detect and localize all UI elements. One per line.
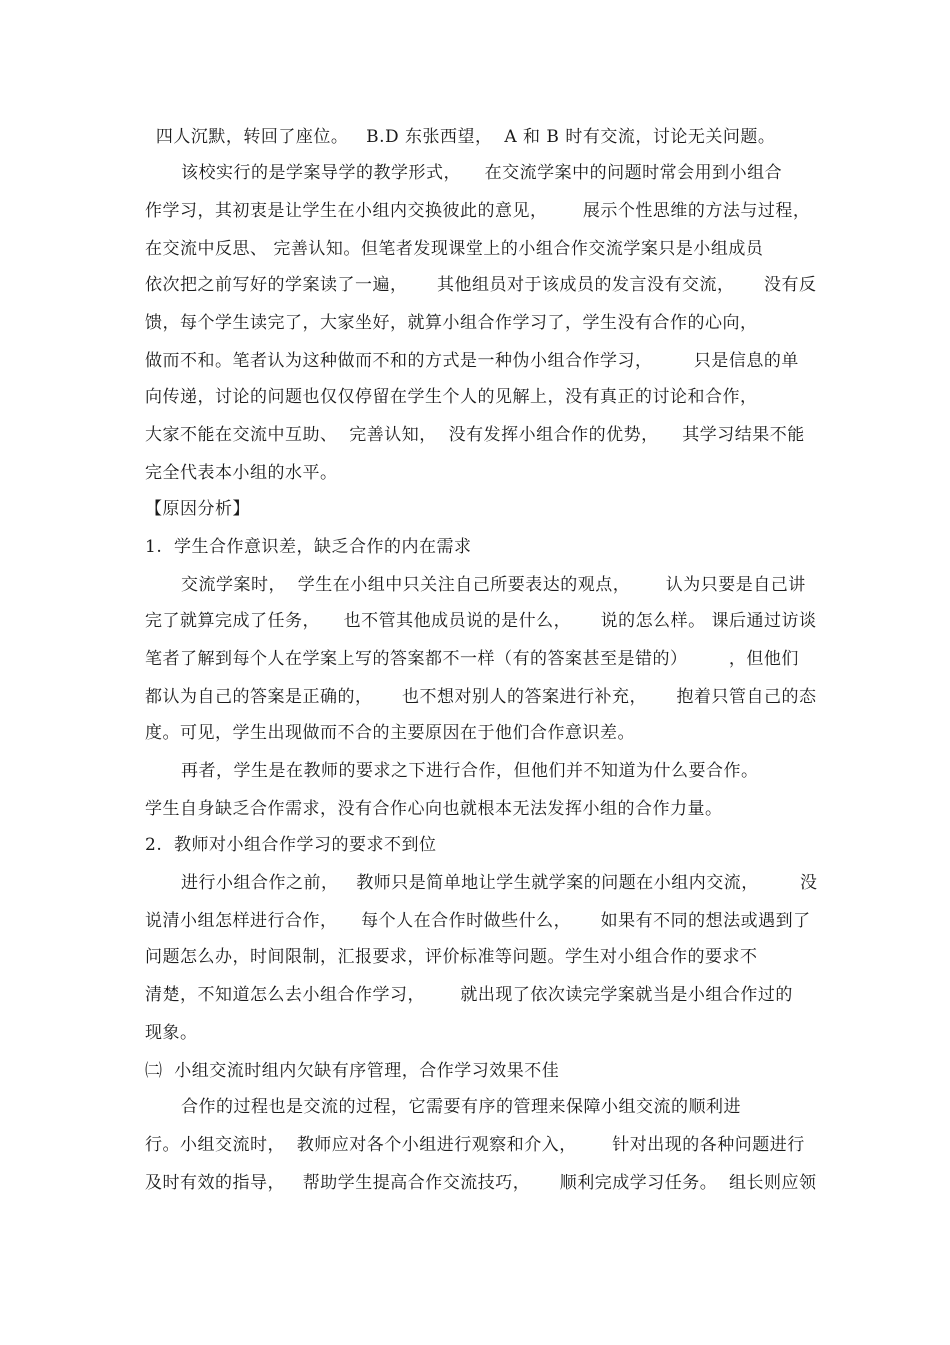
text-line: 学生自身缺乏合作需求，没有合作心向也就根本无法发挥小组的合作力量。	[145, 799, 723, 819]
text-line: 交流学案时， 学生在小组中只关注自己所要表达的观点， 认为只要是自己讲	[181, 575, 806, 595]
text-line: 馈，每个学生读完了，大家坐好，就算小组合作学习了，学生没有合作的心向，	[145, 313, 758, 333]
text-line: 该校实行的是学案导学的教学形式， 在交流学案中的问题时常会用到小组合	[181, 163, 783, 183]
text-line: 完了就算完成了任务， 也不管其他成员说的是什么， 说的怎么样。 课后通过访谈	[145, 611, 817, 631]
text-line: 清楚，不知道怎么去小组合作学习， 就出现了依次读完学案就当是小组合作过的	[145, 985, 793, 1005]
text-line: 笔者了解到每个人在学案上写的答案都不一样（有的答案甚至是错的） ，但他们	[145, 649, 799, 669]
subsection-heading: 1. 学生合作意识差，缺乏合作的内在需求	[145, 537, 472, 557]
text-line: 完全代表本小组的水平。	[145, 463, 338, 483]
section-heading: 【原因分析】	[145, 499, 250, 519]
text-line: 行。小组交流时， 教师应对各个小组进行观察和介入， 针对出现的各种问题进行	[145, 1135, 805, 1155]
text-line: 合作的过程也是交流的过程，它需要有序的管理来保障小组交流的顺利进	[181, 1097, 741, 1117]
text-line: 依次把之前写好的学案读了一遍， 其他组员对于该成员的发言没有交流， 没有反	[145, 275, 817, 295]
text-line: 进行小组合作之前， 教师只是简单地让学生就学案的问题在小组内交流， 没	[181, 873, 818, 893]
text-line: 都认为自己的答案是正确的， 也不想对别人的答案进行补充， 抱着只管自己的态	[145, 687, 817, 707]
text-line: 向传递，讨论的问题也仅仅停留在学生个人的见解上，没有真正的讨论和合作，	[145, 387, 758, 407]
text-line: 度。可见，学生出现做而不合的主要原因在于他们合作意识差。	[145, 723, 635, 743]
text-line: 问题怎么办，时间限制，汇报要求，评价标准等问题。学生对小组合作的要求不	[145, 947, 758, 967]
text-line: 说清小组怎样进行合作， 每个人在合作时做些什么， 如果有不同的想法或遇到了	[145, 911, 811, 931]
text-line: 作学习，其初衷是让学生在小组内交换彼此的意见， 展示个性思维的方法与过程，	[145, 201, 811, 221]
text-line: 四人沉默，转回了座位。 B.D 东张西望， A 和 B 时有交流，讨论无关问题。	[150, 127, 776, 147]
text-line: 大家不能在交流中互助、 完善认知， 没有发挥小组合作的优势， 其学习结果不能	[145, 425, 805, 445]
subsection-heading: 2. 教师对小组合作学习的要求不到位	[145, 835, 437, 855]
text-line: 在交流中反思、 完善认知。但笔者发现课堂上的小组合作交流学案只是小组成员	[145, 239, 764, 259]
text-line: 现象。	[145, 1023, 198, 1043]
subsection-heading: ㈡ 小组交流时组内欠缺有序管理，合作学习效果不佳	[145, 1061, 560, 1081]
text-line: 及时有效的指导， 帮助学生提高合作交流技巧， 顺利完成学习任务。 组长则应领	[145, 1173, 817, 1193]
text-line: 做而不和。笔者认为这种做而不和的方式是一种伪小组合作学习， 只是信息的单	[145, 351, 799, 371]
text-line: 再者，学生是在教师的要求之下进行合作，但他们并不知道为什么要合作。	[181, 761, 759, 781]
